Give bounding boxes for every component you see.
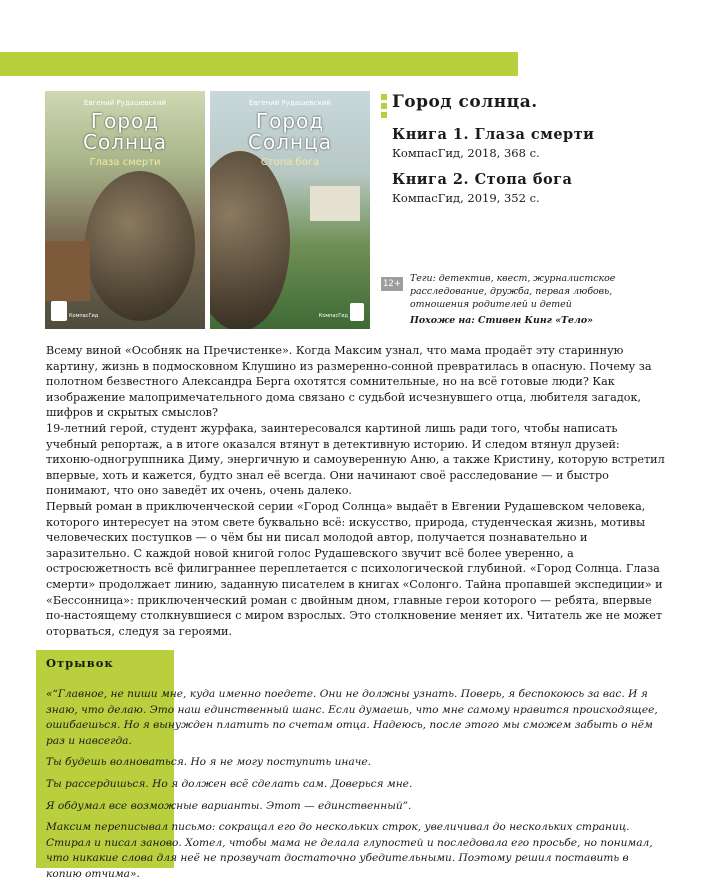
book-cover-2 — [210, 91, 370, 329]
book-1-meta: КомпасГид, 2018, 368 с. — [392, 146, 540, 160]
tags-text: Теги: детектив, квест, журналистское расследование, дружба, первая любовь, отношения родителей и детей — [410, 273, 616, 310]
cover-publisher: КомпасГид — [69, 313, 99, 319]
title-accent-squares — [381, 94, 387, 121]
excerpt-paragraph: «“Главное, не пиши мне, куда именно поедете. Они не должны узнать. Поверь, я беспокоюсь за вас. И я знаю, что делаю. Это наш единственный шанс. Если думаешь, что мне самому нравится происходящее, ошибаешься. Но я вынужден платить по счетам отца. Надеюсь, после этого мы сможем забыть о нём раз и навсегда. — [46, 688, 658, 747]
body-paragraph: 19-летний герой, студент журфака, заинтересовался картиной лишь ради того, чтобы написать учебный репортаж, а в итоге оказался втянут в детективную историю. И следом втянул друзей: тихоню-одногруппника Диму, энергичную и самоуверенную Аню, а также Кристину, которую встретил впервые, хоть и кажется, будто знал её всегда. Они начинают своё расследование — и быстро понимают, что оно заведёт их очень, очень далеко. — [46, 421, 665, 498]
age-rating-badge: 12+ — [381, 277, 403, 291]
cover-subtitle: Стопа бога — [260, 157, 320, 168]
cover-title-line2: Солнца — [248, 130, 332, 154]
sofa-art — [45, 241, 90, 301]
publisher-logo — [51, 301, 67, 321]
cover-title — [45, 111, 205, 153]
ruins-art — [310, 186, 360, 221]
body-paragraph: Первый роман в приключенческой серии «Город Солнца» выдаёт в Евгении Рудашевском человека, которого интересует на этом свете буквально всё: искусство, природа, студенческая жизнь, мотивы человеческих поступков — о чём бы ни писал молодой автор, получается познавательно и заразительно. С каждой новой книгой голос Рудашевского звучит всё более уверенно, а остросюжетность всё филиграннее переплетается с психологической глубиной. «Город Солнца. Глаза смерти» продолжает линию, заданную писателем в книгах «Солонго. Тайна пропавшей экспедиции» и «Бессонница»: приключенческий роман с двойным дном, главные герои которого — ребята, впервые по-настоящему столкнувшиеся с миром взрослых. Это столкновение меняет их. Читатель же не может оторваться, следуя за героями. — [46, 499, 663, 638]
cover-title-line2: Солнца — [83, 130, 167, 154]
book-1-title: Книга 1. Глаза смерти — [392, 126, 595, 143]
cover-publisher: КомпасГид — [318, 313, 348, 319]
book-2-title: Книга 2. Стопа бога — [392, 171, 573, 188]
book-2-meta: КомпасГид, 2019, 352 с. — [392, 191, 540, 205]
cover-title — [210, 111, 370, 153]
cover-title-line1: Город — [255, 109, 325, 133]
cover-title-line1: Город — [90, 109, 160, 133]
excerpt-label: Отрывок — [46, 656, 114, 670]
excerpt-paragraph: Я обдумал все возможные варианты. Этот — единственный”. — [46, 799, 412, 812]
cover-subtitle: Глаза смерти — [89, 157, 161, 168]
series-title: Город солнца. — [392, 92, 538, 112]
cover-author: Евгений Рудашевский — [249, 99, 331, 107]
review-body — [46, 343, 666, 639]
book-cover-1 — [45, 91, 205, 329]
excerpt-text — [46, 687, 666, 889]
top-accent-bar — [0, 52, 518, 76]
publisher-logo — [350, 303, 364, 321]
stone-idol-art — [85, 171, 195, 321]
excerpt-paragraph: Ты будешь волноваться. Но я не могу поступить иначе. — [46, 756, 371, 769]
stone-idol-art — [210, 151, 290, 329]
cover-author: Евгений Рудашевский — [84, 99, 166, 107]
body-paragraph: Всему виной «Особняк на Пречистенке». Когда Максим узнал, что мама продаёт эту старинную картину, жизнь в подмосковном Клушино из размеренно-сонной превратилась в опасную. Почему за полотном безвестного Александра Берга охотятся сомнительные, но на всё готовые люди? Как изображение малопримечательного дома связано с судьбой исчезнувшего отца, любителя загадок, шифров и скрытых смыслов? — [46, 344, 652, 420]
excerpt-paragraph: Максим переписывал письмо: сокращал его до нескольких строк, увеличивал до нескольких страниц. Стирал и писал заново. Хотел, чтобы мама не делала глупостей и последовала его просьбе, но понимал, что никакие слова для неё не прозвучат достаточно убедительными. Поэтому решил поставить в копию отчима». — [46, 821, 653, 880]
excerpt-paragraph: Ты рассердишься. Но я должен всё сделать сам. Доверься мне. — [46, 777, 413, 790]
similar-books: Похоже на: Стивен Кинг «Тело» — [410, 315, 593, 326]
